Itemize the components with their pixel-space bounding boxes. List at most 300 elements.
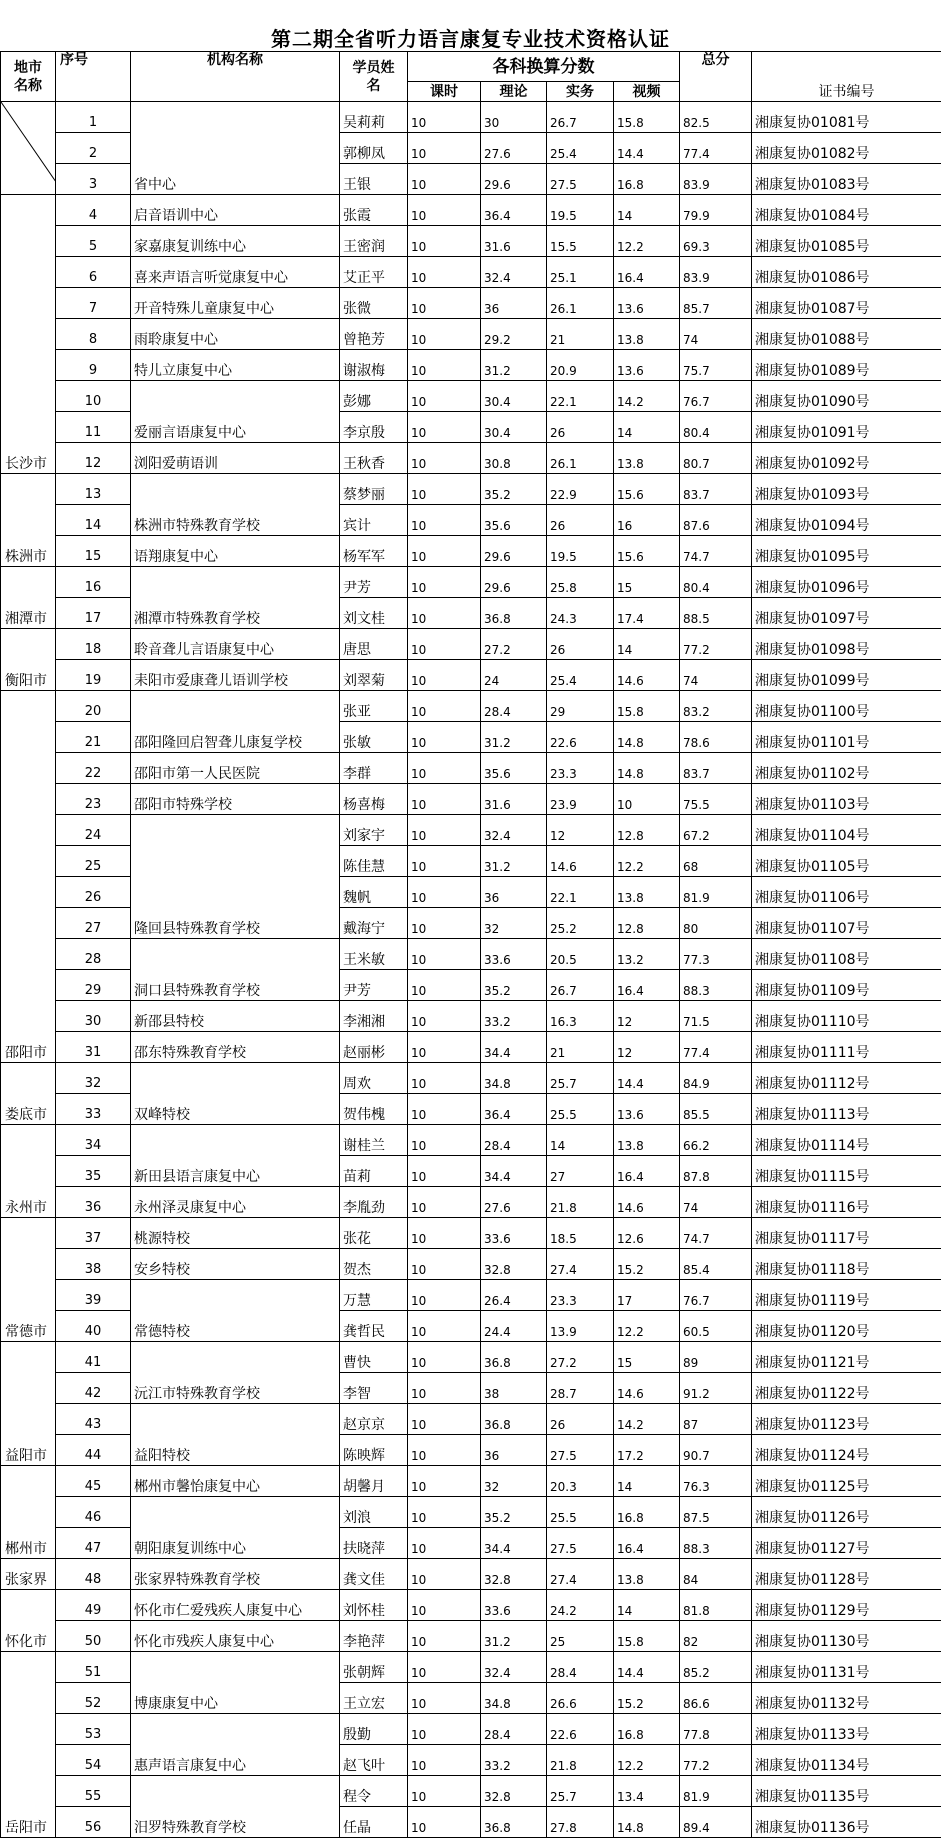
student-name-cell: 任晶	[340, 1807, 408, 1838]
cert-number-cell: 湘康复协01094号	[752, 505, 941, 536]
student-name-cell: 曹快	[340, 1342, 408, 1373]
theory-cell: 31.2	[481, 350, 547, 381]
student-name-cell: 宾计	[340, 505, 408, 536]
seq-cell: 54	[56, 1745, 131, 1776]
practice-cell: 25.8	[547, 567, 614, 598]
seq-cell: 15	[56, 536, 131, 567]
hours-cell: 10	[408, 846, 481, 877]
practice-cell: 27.5	[547, 1528, 614, 1559]
theory-cell: 36.8	[481, 1342, 547, 1373]
city-cell: 永州市	[1, 1125, 56, 1218]
table-row	[1, 753, 941, 784]
hours-cell: 10	[408, 1776, 481, 1807]
header-city-line1: 地市	[4, 61, 52, 75]
hours-cell: 10	[408, 1249, 481, 1280]
cert-number-cell: 湘康复协01098号	[752, 629, 941, 660]
table-row	[1, 319, 941, 350]
table-row	[1, 1497, 941, 1528]
hours-cell: 10	[408, 1125, 481, 1156]
institution-cell: 邵阳市特殊学校	[131, 784, 340, 815]
cert-number-cell: 湘康复协01136号	[752, 1807, 941, 1838]
cert-number-cell: 湘康复协01082号	[752, 133, 941, 164]
total-cell: 80.4	[680, 412, 752, 443]
city-cell: 岳阳市	[1, 1652, 56, 1838]
theory-cell: 36.8	[481, 598, 547, 629]
seq-cell: 14	[56, 505, 131, 536]
seq-cell: 18	[56, 629, 131, 660]
institution-cell: 郴州市馨怡康复中心	[131, 1466, 340, 1497]
practice-cell: 20.9	[547, 350, 614, 381]
cert-number-cell: 湘康复协01102号	[752, 753, 941, 784]
table-row	[1, 257, 941, 288]
institution-cell: 怀化市仁爱残疾人康复中心	[131, 1590, 340, 1621]
seq-cell: 25	[56, 846, 131, 877]
institution-cell: 惠声语言康复中心	[131, 1714, 340, 1776]
seq-cell: 33	[56, 1094, 131, 1125]
total-cell: 85.4	[680, 1249, 752, 1280]
student-name-cell: 王米敏	[340, 939, 408, 970]
total-cell: 90.7	[680, 1435, 752, 1466]
total-cell: 88.5	[680, 598, 752, 629]
cert-number-cell: 湘康复协01083号	[752, 164, 941, 195]
institution-cell: 家嘉康复训练中心	[131, 226, 340, 257]
theory-cell: 29.6	[481, 567, 547, 598]
theory-cell: 32.8	[481, 1249, 547, 1280]
city-cell: 怀化市	[1, 1590, 56, 1652]
hours-cell: 10	[408, 474, 481, 505]
total-cell: 85.7	[680, 288, 752, 319]
practice-cell: 23.3	[547, 753, 614, 784]
table-row	[1, 567, 941, 598]
theory-cell: 33.6	[481, 939, 547, 970]
practice-cell: 25.7	[547, 1776, 614, 1807]
practice-cell: 19.5	[547, 195, 614, 226]
cert-number-cell: 湘康复协01129号	[752, 1590, 941, 1621]
cert-number-cell: 湘康复协01110号	[752, 1001, 941, 1032]
practice-cell: 13.9	[547, 1311, 614, 1342]
video-cell: 16.4	[614, 970, 680, 1001]
total-cell: 67.2	[680, 815, 752, 846]
cert-number-cell: 湘康复协01127号	[752, 1528, 941, 1559]
hours-cell: 10	[408, 1187, 481, 1218]
cert-number-cell: 湘康复协01104号	[752, 815, 941, 846]
video-cell: 12.8	[614, 815, 680, 846]
hours-cell: 10	[408, 102, 481, 133]
video-cell: 14.8	[614, 1807, 680, 1838]
table-row	[1, 1187, 941, 1218]
hours-cell: 10	[408, 1590, 481, 1621]
video-cell: 15.8	[614, 1621, 680, 1652]
theory-cell: 36.4	[481, 195, 547, 226]
header-scores-group: 各科换算分数	[408, 52, 680, 82]
student-name-cell: 王秋香	[340, 443, 408, 474]
total-cell: 89	[680, 1342, 752, 1373]
student-name-cell: 殷勤	[340, 1714, 408, 1745]
cert-number-cell: 湘康复协01100号	[752, 691, 941, 722]
practice-cell: 21.8	[547, 1187, 614, 1218]
student-name-cell: 唐思	[340, 629, 408, 660]
video-cell: 16.4	[614, 1156, 680, 1187]
theory-cell: 24	[481, 660, 547, 691]
practice-cell: 27.5	[547, 164, 614, 195]
seq-cell: 48	[56, 1559, 131, 1590]
video-cell: 14.6	[614, 1373, 680, 1404]
practice-cell: 24.3	[547, 598, 614, 629]
theory-cell: 31.2	[481, 722, 547, 753]
total-cell: 76.3	[680, 1466, 752, 1497]
practice-cell: 18.5	[547, 1218, 614, 1249]
cert-number-cell: 湘康复协01115号	[752, 1156, 941, 1187]
theory-cell: 35.2	[481, 970, 547, 1001]
table-row	[1, 660, 941, 691]
cert-number-cell: 湘康复协01096号	[752, 567, 941, 598]
video-cell: 17	[614, 1280, 680, 1311]
city-cell: 张家界	[1, 1559, 56, 1590]
institution-cell: 益阳特校	[131, 1404, 340, 1466]
student-name-cell: 贺杰	[340, 1249, 408, 1280]
seq-cell: 31	[56, 1032, 131, 1063]
header-student	[340, 52, 408, 102]
total-cell: 83.9	[680, 164, 752, 195]
hours-cell: 10	[408, 133, 481, 164]
cert-number-cell: 湘康复协01114号	[752, 1125, 941, 1156]
seq-cell: 23	[56, 784, 131, 815]
theory-cell: 34.8	[481, 1683, 547, 1714]
practice-cell: 26	[547, 629, 614, 660]
practice-cell: 25.2	[547, 908, 614, 939]
student-name-cell: 谢桂兰	[340, 1125, 408, 1156]
cert-number-cell: 湘康复协01092号	[752, 443, 941, 474]
institution-cell: 湘潭市特殊教育学校	[131, 567, 340, 629]
video-cell: 13.8	[614, 1559, 680, 1590]
seq-cell: 49	[56, 1590, 131, 1621]
student-name-cell: 张朝辉	[340, 1652, 408, 1683]
cert-number-cell: 湘康复协01118号	[752, 1249, 941, 1280]
practice-cell: 25	[547, 1621, 614, 1652]
hours-cell: 10	[408, 1373, 481, 1404]
total-cell: 85.2	[680, 1652, 752, 1683]
practice-cell: 28.7	[547, 1373, 614, 1404]
total-cell: 82	[680, 1621, 752, 1652]
theory-cell: 36	[481, 877, 547, 908]
institution-cell: 朝阳康复训练中心	[131, 1497, 340, 1559]
video-cell: 13.8	[614, 877, 680, 908]
seq-cell: 13	[56, 474, 131, 505]
practice-cell: 24.2	[547, 1590, 614, 1621]
hours-cell: 10	[408, 505, 481, 536]
theory-cell: 32	[481, 1466, 547, 1497]
practice-cell: 12	[547, 815, 614, 846]
seq-cell: 30	[56, 1001, 131, 1032]
theory-cell: 30.8	[481, 443, 547, 474]
seq-cell: 2	[56, 133, 131, 164]
hours-cell: 10	[408, 288, 481, 319]
seq-cell: 9	[56, 350, 131, 381]
total-cell: 74	[680, 660, 752, 691]
total-cell: 77.3	[680, 939, 752, 970]
total-cell: 74	[680, 1187, 752, 1218]
seq-cell: 1	[56, 102, 131, 133]
theory-cell: 31.6	[481, 784, 547, 815]
total-cell: 84	[680, 1559, 752, 1590]
practice-cell: 22.1	[547, 877, 614, 908]
institution-cell: 永州泽灵康复中心	[131, 1187, 340, 1218]
practice-cell: 23.9	[547, 784, 614, 815]
hours-cell: 10	[408, 970, 481, 1001]
cert-number-cell: 湘康复协01117号	[752, 1218, 941, 1249]
city-cell: 益阳市	[1, 1342, 56, 1466]
theory-cell: 32.4	[481, 257, 547, 288]
seq-cell: 43	[56, 1404, 131, 1435]
cert-number-cell: 湘康复协01132号	[752, 1683, 941, 1714]
video-cell: 15.8	[614, 102, 680, 133]
table-row	[1, 939, 941, 970]
institution-cell: 启音语训中心	[131, 195, 340, 226]
cert-number-cell: 湘康复协01095号	[752, 536, 941, 567]
theory-cell: 32.8	[481, 1559, 547, 1590]
video-cell: 13.8	[614, 319, 680, 350]
table-row	[1, 784, 941, 815]
total-cell: 74.7	[680, 536, 752, 567]
video-cell: 14	[614, 1590, 680, 1621]
institution-cell: 安乡特校	[131, 1249, 340, 1280]
student-name-cell: 刘怀桂	[340, 1590, 408, 1621]
practice-cell: 21.8	[547, 1745, 614, 1776]
hours-cell: 10	[408, 164, 481, 195]
seq-cell: 24	[56, 815, 131, 846]
header-practice: 实务	[547, 82, 614, 102]
theory-cell: 32.4	[481, 1652, 547, 1683]
cert-number-cell: 湘康复协01131号	[752, 1652, 941, 1683]
city-cell: 株洲市	[1, 474, 56, 567]
total-cell: 87.8	[680, 1156, 752, 1187]
total-cell: 78.6	[680, 722, 752, 753]
total-cell: 79.9	[680, 195, 752, 226]
theory-cell: 36	[481, 1435, 547, 1466]
table-body	[1, 102, 941, 1838]
page-title: 第二期全省听力语言康复专业技术资格认证	[0, 26, 941, 52]
student-name-cell: 张敏	[340, 722, 408, 753]
theory-cell: 36	[481, 288, 547, 319]
city-cell: 衡阳市	[1, 629, 56, 691]
theory-cell: 33.2	[481, 1001, 547, 1032]
table-row	[1, 226, 941, 257]
city-cell	[1, 102, 56, 195]
table-row	[1, 381, 941, 412]
cert-number-cell: 湘康复协01126号	[752, 1497, 941, 1528]
total-cell: 87.5	[680, 1497, 752, 1528]
student-name-cell: 张亚	[340, 691, 408, 722]
seq-cell: 42	[56, 1373, 131, 1404]
institution-cell: 邵东特殊教育学校	[131, 1032, 340, 1063]
video-cell: 15.8	[614, 691, 680, 722]
student-name-cell: 李智	[340, 1373, 408, 1404]
video-cell: 12	[614, 1001, 680, 1032]
cert-number-cell: 湘康复协01107号	[752, 908, 941, 939]
table-row	[1, 1001, 941, 1032]
theory-cell: 29.6	[481, 536, 547, 567]
seq-cell: 50	[56, 1621, 131, 1652]
total-cell: 71.5	[680, 1001, 752, 1032]
practice-cell: 26.1	[547, 443, 614, 474]
theory-cell: 24.4	[481, 1311, 547, 1342]
theory-cell: 35.6	[481, 753, 547, 784]
student-name-cell: 龚哲民	[340, 1311, 408, 1342]
seq-cell: 41	[56, 1342, 131, 1373]
total-cell: 75.7	[680, 350, 752, 381]
student-name-cell: 王立宏	[340, 1683, 408, 1714]
practice-cell: 22.6	[547, 722, 614, 753]
table-row	[1, 1063, 941, 1094]
total-cell: 77.2	[680, 1745, 752, 1776]
practice-cell: 25.1	[547, 257, 614, 288]
practice-cell: 25.7	[547, 1063, 614, 1094]
practice-cell: 27.8	[547, 1807, 614, 1838]
hours-cell: 10	[408, 1466, 481, 1497]
video-cell: 15.6	[614, 536, 680, 567]
cert-number-cell: 湘康复协01087号	[752, 288, 941, 319]
theory-cell: 38	[481, 1373, 547, 1404]
cert-number-cell: 湘康复协01081号	[752, 102, 941, 133]
table-row	[1, 102, 941, 133]
header-hours: 课时	[408, 82, 481, 102]
theory-cell: 35.2	[481, 1497, 547, 1528]
header-video: 视频	[614, 82, 680, 102]
table-row	[1, 1559, 941, 1590]
seq-cell: 3	[56, 164, 131, 195]
student-name-cell: 刘浪	[340, 1497, 408, 1528]
practice-cell: 26	[547, 412, 614, 443]
seq-cell: 44	[56, 1435, 131, 1466]
video-cell: 13.4	[614, 1776, 680, 1807]
video-cell: 12.2	[614, 1745, 680, 1776]
theory-cell: 27.6	[481, 133, 547, 164]
video-cell: 14.8	[614, 722, 680, 753]
seq-cell: 47	[56, 1528, 131, 1559]
seq-cell: 39	[56, 1280, 131, 1311]
hours-cell: 10	[408, 691, 481, 722]
video-cell: 14	[614, 1466, 680, 1497]
video-cell: 16	[614, 505, 680, 536]
seq-cell: 32	[56, 1063, 131, 1094]
city-cell: 长沙市	[1, 195, 56, 474]
total-cell: 74	[680, 319, 752, 350]
theory-cell: 34.4	[481, 1528, 547, 1559]
hours-cell: 10	[408, 1807, 481, 1838]
total-cell: 81.9	[680, 877, 752, 908]
student-name-cell: 刘翠菊	[340, 660, 408, 691]
total-cell: 87	[680, 1404, 752, 1435]
institution-cell: 桃源特校	[131, 1218, 340, 1249]
theory-cell: 29.6	[481, 164, 547, 195]
hours-cell: 10	[408, 257, 481, 288]
theory-cell: 32.8	[481, 1776, 547, 1807]
total-cell: 77.4	[680, 1032, 752, 1063]
header-cert: 证书编号	[752, 52, 941, 102]
total-cell: 74.7	[680, 1218, 752, 1249]
practice-cell: 19.5	[547, 536, 614, 567]
seq-cell: 38	[56, 1249, 131, 1280]
practice-cell: 27.4	[547, 1249, 614, 1280]
institution-cell: 邵阳市第一人民医院	[131, 753, 340, 784]
institution-cell: 怀化市残疾人康复中心	[131, 1621, 340, 1652]
video-cell: 16.8	[614, 1714, 680, 1745]
hours-cell: 10	[408, 1621, 481, 1652]
theory-cell: 34.4	[481, 1032, 547, 1063]
video-cell: 14.2	[614, 381, 680, 412]
video-cell: 12.2	[614, 226, 680, 257]
total-cell: 87.6	[680, 505, 752, 536]
hours-cell: 10	[408, 1280, 481, 1311]
video-cell: 17.2	[614, 1435, 680, 1466]
student-name-cell: 胡馨月	[340, 1466, 408, 1497]
cert-number-cell: 湘康复协01113号	[752, 1094, 941, 1125]
theory-cell: 29.2	[481, 319, 547, 350]
student-name-cell: 刘家宇	[340, 815, 408, 846]
institution-cell: 洞口县特殊教育学校	[131, 939, 340, 1001]
hours-cell: 10	[408, 195, 481, 226]
table-row	[1, 1404, 941, 1435]
cert-number-cell: 湘康复协01112号	[752, 1063, 941, 1094]
table-row	[1, 443, 941, 474]
seq-cell: 28	[56, 939, 131, 970]
hours-cell: 10	[408, 660, 481, 691]
total-cell: 89.4	[680, 1807, 752, 1838]
seq-cell: 11	[56, 412, 131, 443]
student-name-cell: 吴莉莉	[340, 102, 408, 133]
institution-cell: 爱丽言语康复中心	[131, 381, 340, 443]
hours-cell: 10	[408, 1063, 481, 1094]
practice-cell: 16.3	[547, 1001, 614, 1032]
city-cell: 娄底市	[1, 1063, 56, 1125]
video-cell: 12.6	[614, 1218, 680, 1249]
header-institution: 机构名称	[131, 52, 340, 102]
institution-cell: 开音特殊儿童康复中心	[131, 288, 340, 319]
institution-cell: 沅江市特殊教育学校	[131, 1342, 340, 1404]
city-cell: 郴州市	[1, 1466, 56, 1559]
theory-cell: 31.6	[481, 226, 547, 257]
video-cell: 15.6	[614, 474, 680, 505]
cert-number-cell: 湘康复协01125号	[752, 1466, 941, 1497]
total-cell: 82.5	[680, 102, 752, 133]
practice-cell: 27.2	[547, 1342, 614, 1373]
practice-cell: 25.4	[547, 660, 614, 691]
cert-number-cell: 湘康复协01123号	[752, 1404, 941, 1435]
total-cell: 77.8	[680, 1714, 752, 1745]
student-name-cell: 扶晓萍	[340, 1528, 408, 1559]
student-name-cell: 张花	[340, 1218, 408, 1249]
practice-cell: 23.3	[547, 1280, 614, 1311]
hours-cell: 10	[408, 753, 481, 784]
hours-cell: 10	[408, 815, 481, 846]
theory-cell: 28.4	[481, 691, 547, 722]
practice-cell: 21	[547, 319, 614, 350]
hours-cell: 10	[408, 1714, 481, 1745]
total-cell: 80.7	[680, 443, 752, 474]
video-cell: 17.4	[614, 598, 680, 629]
video-cell: 13.6	[614, 288, 680, 319]
table-row	[1, 1652, 941, 1683]
cert-number-cell: 湘康复协01097号	[752, 598, 941, 629]
city-cell: 湘潭市	[1, 567, 56, 629]
seq-cell: 17	[56, 598, 131, 629]
student-name-cell: 苗莉	[340, 1156, 408, 1187]
cert-number-cell: 湘康复协01106号	[752, 877, 941, 908]
cert-number-cell: 湘康复协01116号	[752, 1187, 941, 1218]
table-row	[1, 1218, 941, 1249]
student-name-cell: 杨喜梅	[340, 784, 408, 815]
header-student-line1: 学员姓	[343, 61, 404, 75]
